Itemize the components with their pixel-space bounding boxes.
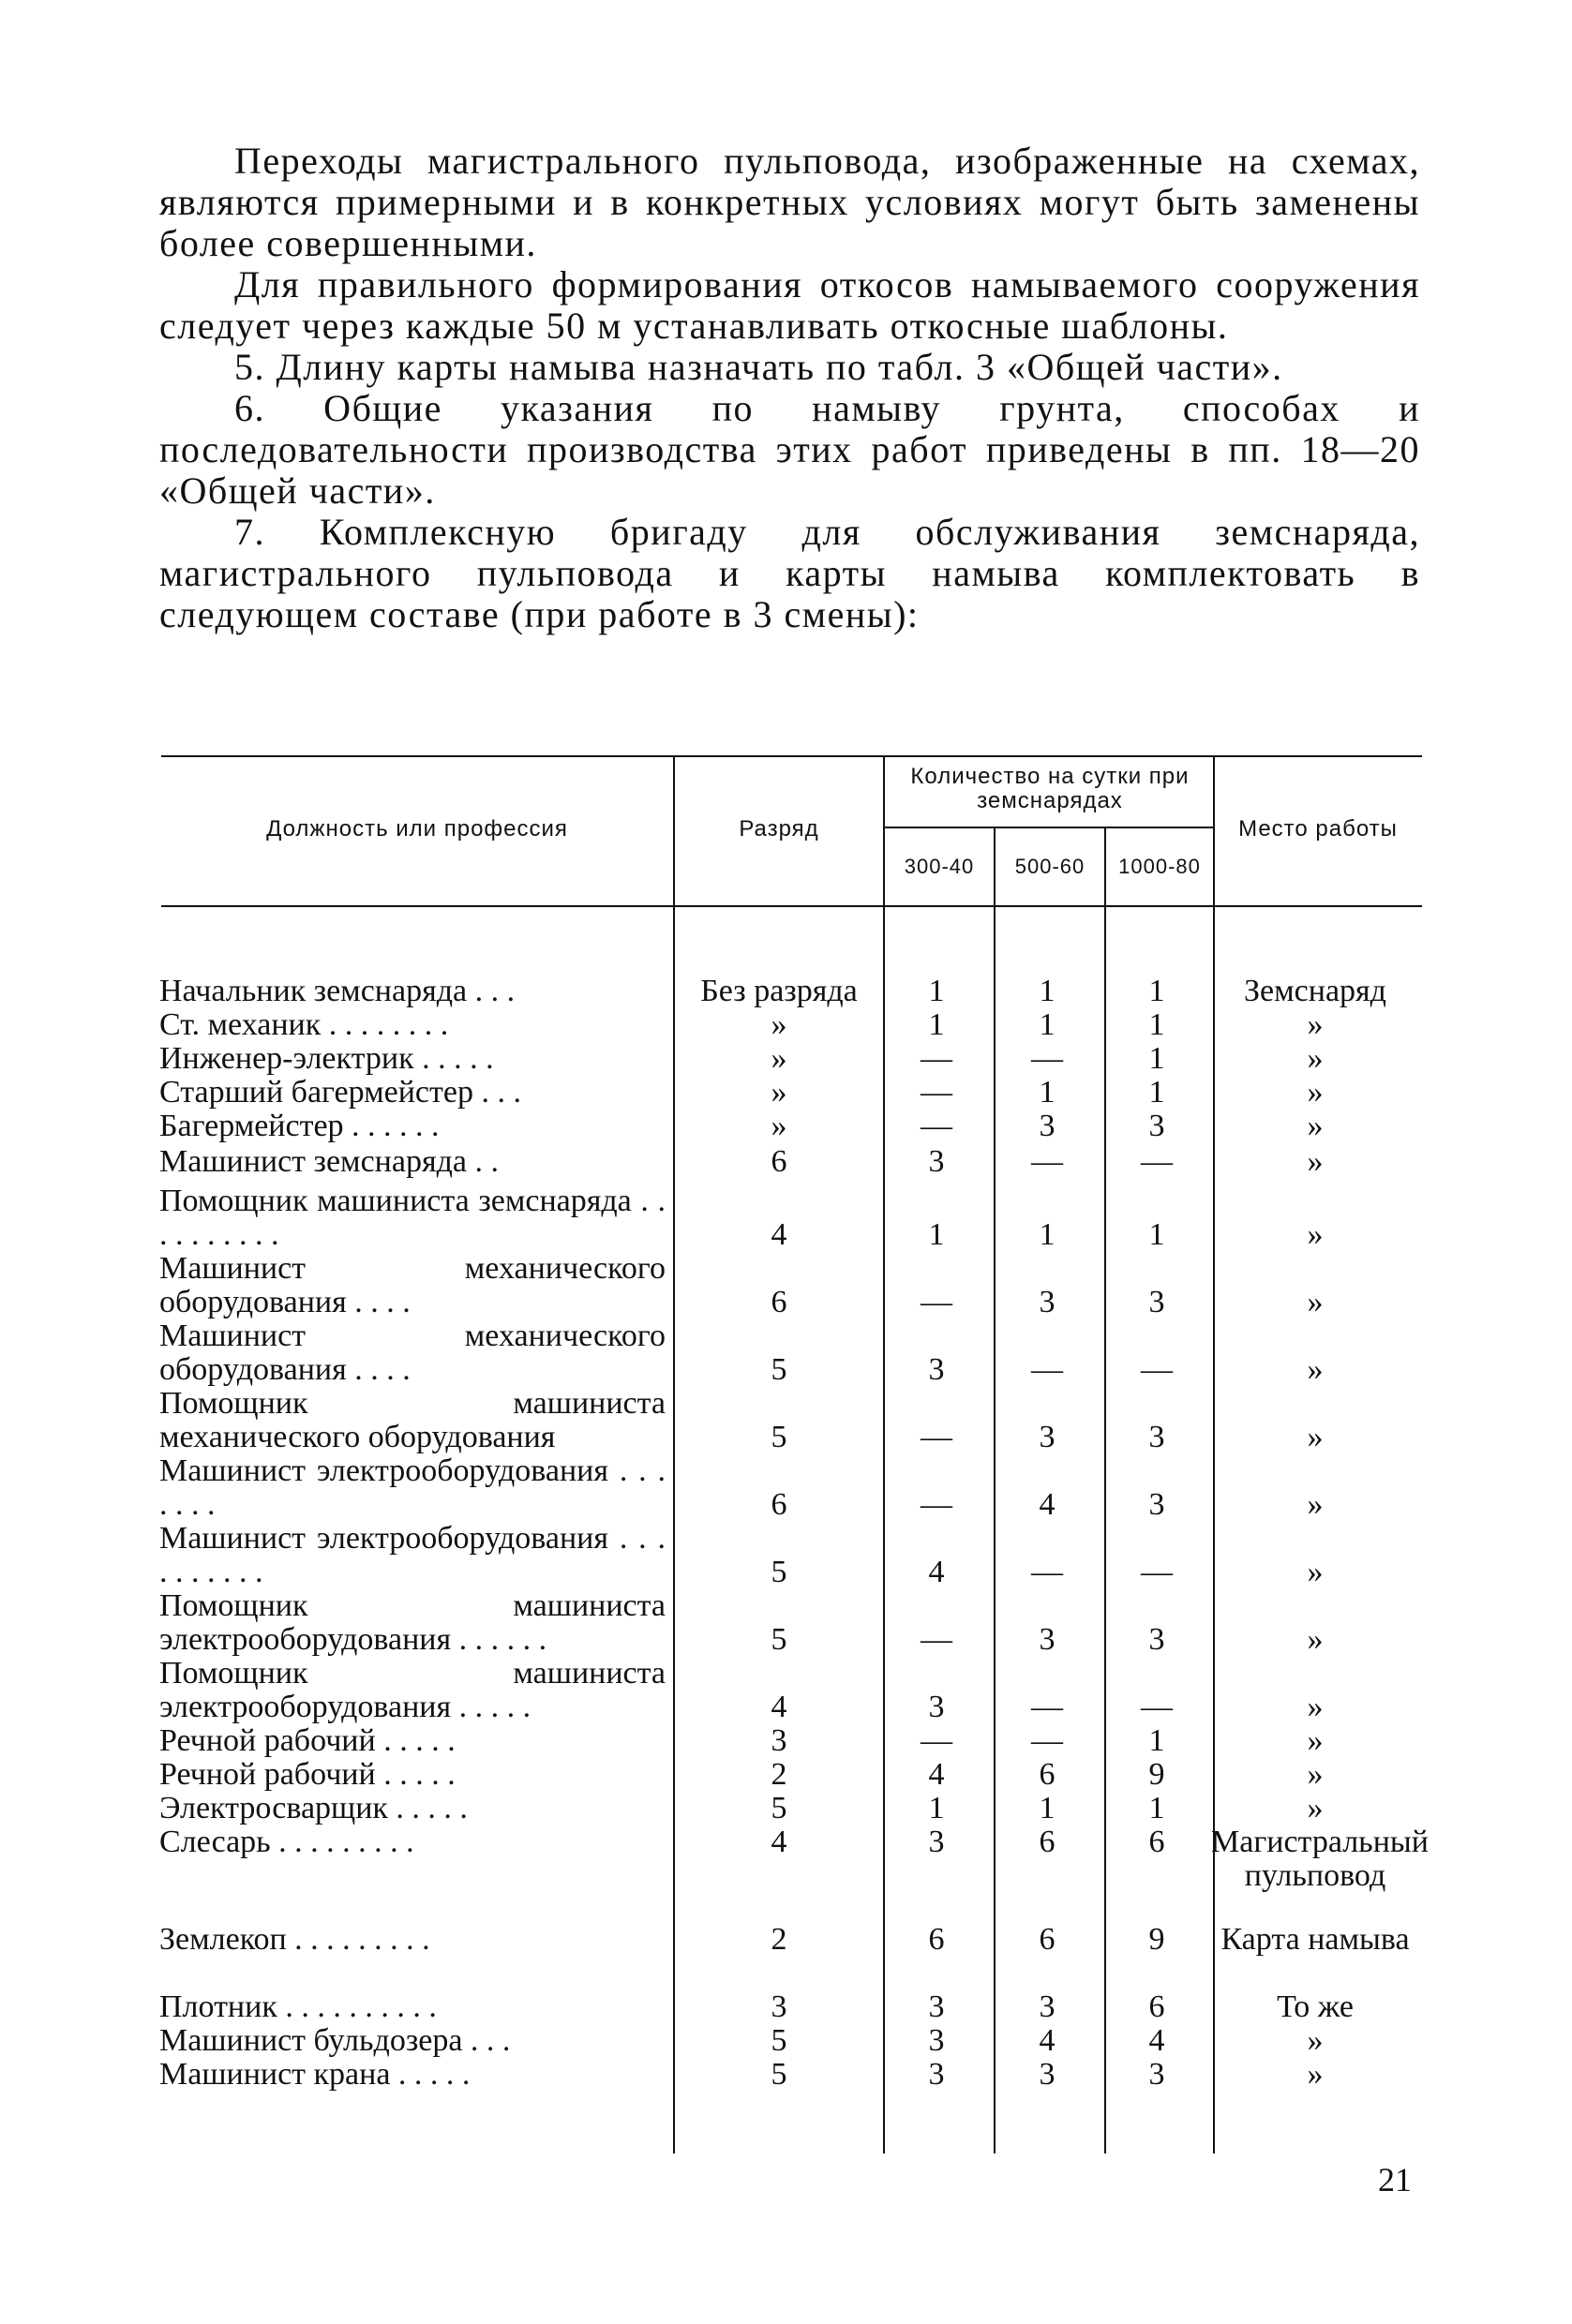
qty-500-cell: 1	[1039, 974, 1055, 1008]
grade-cell: 6	[771, 1487, 787, 1522]
grade-cell: »	[771, 1007, 787, 1042]
table-row	[0, 1184, 1572, 1252]
qty-1000-cell: 4	[1148, 2023, 1165, 2058]
qty-1000-cell: 3	[1148, 1487, 1165, 1522]
place-cell: »	[1307, 1555, 1324, 1589]
paragraph-2: Для правильного формирования откосов намываемого сооружения следует через каждые 50 м устанавливать откосные шаблоны.	[159, 263, 1420, 347]
qty-300-cell: 1	[928, 1217, 945, 1252]
table-row	[0, 1923, 1572, 1957]
position-cell: Электросварщик . . . . .	[159, 1792, 468, 1825]
qty-300-cell: 6	[928, 1922, 945, 1957]
grade-cell: 4	[771, 1690, 787, 1724]
qty-300-cell: 3	[928, 1144, 945, 1179]
place-cell: »	[1307, 1723, 1324, 1758]
qty-1000-cell: 3	[1148, 1109, 1165, 1143]
header-q2: 500-60	[1014, 855, 1085, 878]
qty-500-cell: 1	[1039, 1791, 1055, 1825]
table-row	[0, 1825, 1572, 1893]
table-header-rule	[161, 905, 1422, 907]
qty-500-cell: 1	[1039, 1007, 1055, 1042]
grade-cell: 5	[771, 1420, 787, 1454]
place-cell: »	[1307, 2057, 1324, 2092]
place-cell: »	[1307, 1285, 1324, 1319]
grade-cell: »	[771, 1041, 787, 1076]
place-cell: Земснаряд	[1244, 974, 1386, 1008]
position-cell: Инженер-электрик . . . . .	[159, 1042, 494, 1076]
qty-500-cell: —	[1031, 1041, 1063, 1076]
table-row	[0, 1110, 1572, 1143]
qty-500-cell: —	[1031, 1352, 1063, 1387]
place-cell: »	[1307, 1041, 1324, 1076]
qty-500-cell: 3	[1039, 1285, 1055, 1319]
table-row	[0, 1454, 1572, 1522]
paragraph-1: Переходы магистрального пульповода, изображенные на схемах, являются примерными и в конкретных условиях могут быть заменены более совершенными.	[159, 140, 1420, 264]
place-cell: »	[1307, 1217, 1324, 1252]
qty-1000-cell: 3	[1148, 1420, 1165, 1454]
place-cell: Карта намыва	[1220, 1922, 1410, 1957]
qty-500-cell: 6	[1039, 1825, 1055, 1859]
grade-cell: »	[771, 1075, 787, 1110]
qty-300-cell: —	[921, 1420, 952, 1454]
paragraph-3: 5. Длину карты намыва назначать по табл. 3 «Общей части».	[234, 346, 1283, 388]
qty-300-cell: 4	[928, 1757, 945, 1792]
table-row	[0, 1252, 1572, 1319]
header-grade: Разряд	[739, 816, 819, 842]
header-quantity: Количество на сутки при земснарядах	[910, 764, 1190, 813]
position-cell: Машинист механического оборудования . . . .	[159, 1319, 666, 1387]
position-cell: Помощник машиниста электрооборудования . . . . .	[159, 1657, 666, 1724]
grade-cell: 4	[771, 1217, 787, 1252]
grade-cell: 5	[771, 2023, 787, 2058]
position-cell: Машинист бульдозера . . .	[159, 2024, 511, 2058]
qty-1000-cell: —	[1141, 1690, 1173, 1724]
position-cell: Ст. механик . . . . . . . .	[159, 1008, 449, 1042]
position-cell: Помощник машиниста земснаряда . . . . . . . . . .	[159, 1184, 666, 1252]
grade-cell: 2	[771, 1757, 787, 1792]
position-cell: Машинист земснаряда . .	[159, 1145, 499, 1179]
qty-1000-cell: —	[1141, 1352, 1173, 1387]
qty-300-cell: 4	[928, 1555, 945, 1589]
table-row	[0, 975, 1572, 1008]
grade-cell: 3	[771, 1989, 787, 2024]
qty-1000-cell: 6	[1148, 1825, 1165, 1859]
position-cell: Речной рабочий . . . . .	[159, 1724, 456, 1758]
qty-300-cell: 3	[928, 1352, 945, 1387]
grade-cell: 5	[771, 1352, 787, 1387]
qty-500-cell: 1	[1039, 1075, 1055, 1110]
qty-300-cell: 3	[928, 1690, 945, 1724]
table-row	[0, 1387, 1572, 1454]
qty-1000-cell: —	[1141, 1144, 1173, 1179]
table-row	[0, 1008, 1572, 1042]
position-cell: Плотник . . . . . . . . . .	[159, 1990, 437, 2024]
qty-500-cell: 3	[1039, 2057, 1055, 2092]
position-cell: Багермейстер . . . . . .	[159, 1110, 440, 1143]
table-row	[0, 1758, 1572, 1792]
place-cell: »	[1307, 1791, 1324, 1825]
qty-300-cell: —	[921, 1075, 952, 1110]
qty-300-cell: 1	[928, 974, 945, 1008]
qty-500-cell: 6	[1039, 1922, 1055, 1957]
table-row	[0, 1042, 1572, 1076]
qty-500-cell: 3	[1039, 1622, 1055, 1657]
qty-300-cell: —	[921, 1109, 952, 1143]
grade-cell: 5	[771, 2057, 787, 2092]
position-cell: Машинист электрооборудования . . . . . . .	[159, 1454, 666, 1522]
qty-1000-cell: 1	[1148, 974, 1165, 1008]
subheader-rule	[885, 827, 1213, 828]
place-cell: »	[1307, 1075, 1324, 1110]
place-cell: »	[1307, 1007, 1324, 1042]
position-cell: Помощник машиниста электрооборудования . . . . . .	[159, 1589, 666, 1657]
grade-cell: 5	[771, 1791, 787, 1825]
qty-1000-cell: 9	[1148, 1757, 1165, 1792]
intro-text	[159, 141, 1420, 635]
qty-1000-cell: 1	[1148, 1791, 1165, 1825]
qty-300-cell: 1	[928, 1007, 945, 1042]
qty-1000-cell: 3	[1148, 2057, 1165, 2092]
position-cell: Машинист крана . . . . .	[159, 2058, 471, 2092]
place-cell: »	[1307, 1352, 1324, 1387]
position-cell: Старший багермейстер . . .	[159, 1076, 521, 1110]
place-cell: »	[1307, 2023, 1324, 2058]
qty-300-cell: 3	[928, 2023, 945, 2058]
position-cell: Землекоп . . . . . . . . .	[159, 1923, 430, 1957]
qty-300-cell: —	[921, 1285, 952, 1319]
grade-cell: 5	[771, 1555, 787, 1589]
qty-1000-cell: 1	[1148, 1075, 1165, 1110]
grade-cell: 5	[771, 1622, 787, 1657]
qty-1000-cell: 1	[1148, 1007, 1165, 1042]
table-row	[0, 1724, 1572, 1758]
qty-500-cell: —	[1031, 1144, 1063, 1179]
position-cell: Машинист электрооборудования . . . . . . . . . .	[159, 1522, 666, 1589]
place-cell: »	[1307, 1144, 1324, 1179]
grade-cell: 6	[771, 1144, 787, 1179]
qty-500-cell: 3	[1039, 1109, 1055, 1143]
position-cell: Начальник земснаряда . . .	[159, 975, 516, 1008]
qty-500-cell: 3	[1039, 1420, 1055, 1454]
table-row	[0, 2058, 1572, 2092]
qty-1000-cell: 1	[1148, 1041, 1165, 1076]
qty-300-cell: —	[921, 1622, 952, 1657]
table-row	[0, 1792, 1572, 1825]
qty-1000-cell: 9	[1148, 1922, 1165, 1957]
table-row	[0, 1657, 1572, 1724]
grade-cell: »	[771, 1109, 787, 1143]
qty-500-cell: 4	[1039, 1487, 1055, 1522]
qty-500-cell: 4	[1039, 2023, 1055, 2058]
header-position: Должность или профессия	[266, 816, 568, 842]
place-cell: То же	[1277, 1989, 1354, 2024]
qty-300-cell: 1	[928, 1791, 945, 1825]
grade-cell: Без разряда	[700, 974, 858, 1008]
page-number: 21	[1378, 2161, 1412, 2198]
qty-300-cell: 3	[928, 1825, 945, 1859]
qty-500-cell: 3	[1039, 1989, 1055, 2024]
table-top-rule	[161, 755, 1422, 757]
table-row	[0, 1522, 1572, 1589]
qty-1000-cell: —	[1141, 1555, 1173, 1589]
place-cell: Магистральный пульповод	[1211, 1825, 1429, 1893]
qty-300-cell: 3	[928, 1989, 945, 2024]
qty-1000-cell: 6	[1148, 1989, 1165, 2024]
qty-1000-cell: 3	[1148, 1285, 1165, 1319]
header-q3: 1000-80	[1118, 855, 1201, 878]
qty-500-cell: —	[1031, 1723, 1063, 1758]
paragraph-5: 7. Комплексную бригаду для обслуживания земснаряда, магистрального пульповода и карты намыва комплектовать в следующем составе (при работе в 3 смены):	[159, 511, 1420, 635]
position-cell: Машинист механического оборудования . . . .	[159, 1252, 666, 1319]
table-row	[0, 2024, 1572, 2058]
grade-cell: 4	[771, 1825, 787, 1859]
grade-cell: 6	[771, 1285, 787, 1319]
qty-500-cell: 1	[1039, 1217, 1055, 1252]
qty-300-cell: 3	[928, 2057, 945, 2092]
qty-500-cell: —	[1031, 1690, 1063, 1724]
table-row	[0, 1589, 1572, 1657]
grade-cell: 2	[771, 1922, 787, 1957]
place-cell: »	[1307, 1622, 1324, 1657]
header-place: Место работы	[1238, 816, 1398, 842]
qty-1000-cell: 1	[1148, 1217, 1165, 1252]
table-row	[0, 1319, 1572, 1387]
qty-500-cell: —	[1031, 1555, 1063, 1589]
table-row	[0, 1076, 1572, 1110]
table-row	[0, 1145, 1572, 1179]
position-cell: Слесарь . . . . . . . . .	[159, 1825, 414, 1859]
grade-cell: 3	[771, 1723, 787, 1758]
qty-300-cell: —	[921, 1487, 952, 1522]
position-cell: Помощник машиниста механического оборудования	[159, 1387, 666, 1454]
qty-1000-cell: 3	[1148, 1622, 1165, 1657]
place-cell: »	[1307, 1757, 1324, 1792]
header-q1: 300-40	[904, 855, 975, 878]
position-cell: Речной рабочий . . . . .	[159, 1758, 456, 1792]
qty-300-cell: —	[921, 1041, 952, 1076]
place-cell: »	[1307, 1690, 1324, 1724]
place-cell: »	[1307, 1420, 1324, 1454]
qty-300-cell: —	[921, 1723, 952, 1758]
qty-500-cell: 6	[1039, 1757, 1055, 1792]
place-cell: »	[1307, 1487, 1324, 1522]
paragraph-4: 6. Общие указания по намыву грунта, способах и последовательности производства этих работ приведены в пп. 18—20 «Общей части».	[159, 387, 1420, 512]
qty-1000-cell: 1	[1148, 1723, 1165, 1758]
table-row	[0, 1990, 1572, 2024]
place-cell: »	[1307, 1109, 1324, 1143]
